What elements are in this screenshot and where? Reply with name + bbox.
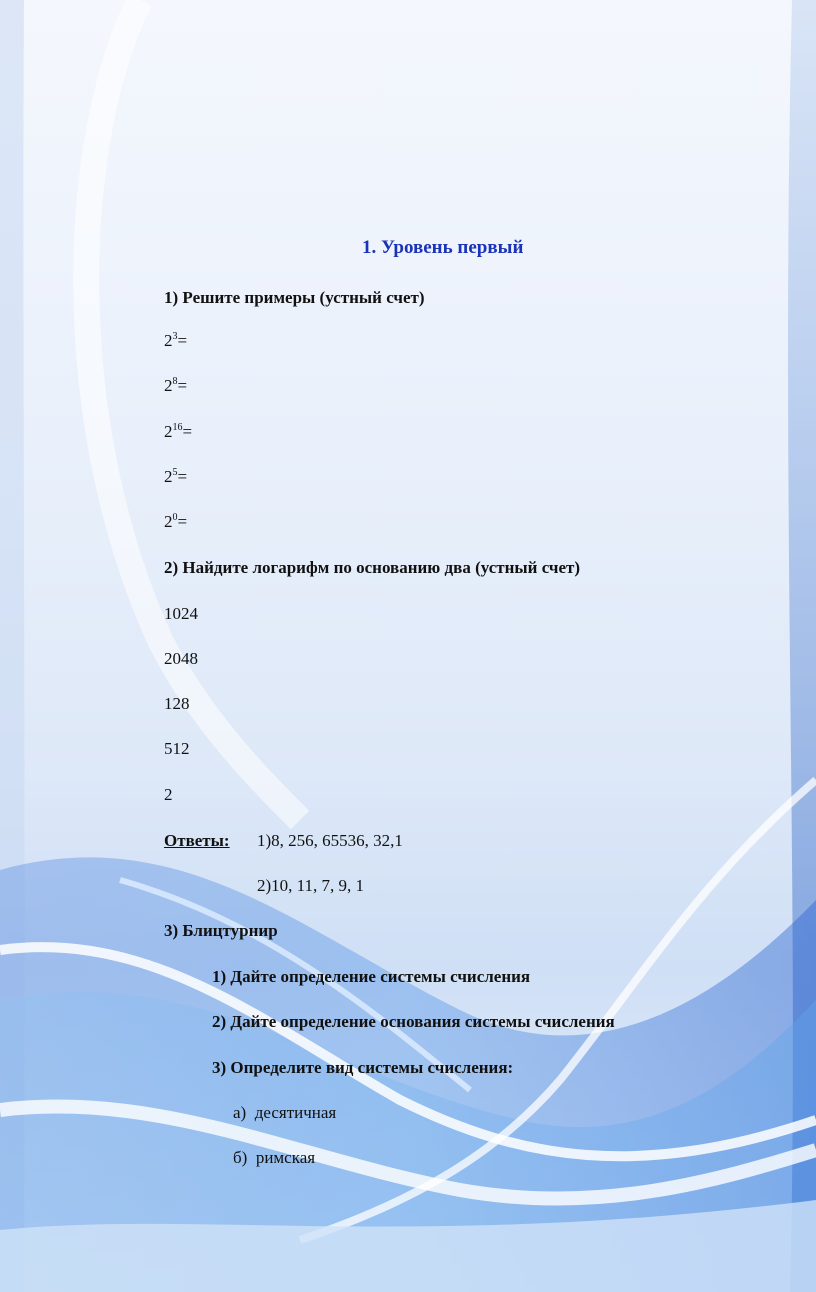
option-text: римская — [255, 1148, 316, 1167]
example-row: $2^8=$ — [164, 376, 188, 395]
option-marker: а) — [233, 1103, 247, 1122]
example-row: $2^0=$ — [164, 512, 188, 531]
task1-heading: 1) Решите примеры (устный счет) — [164, 288, 425, 307]
blitz-question: 3) Определите вид системы счисления: — [212, 1058, 514, 1077]
log-number: 2048 — [164, 649, 198, 668]
example-row: $2^3=$ — [164, 331, 188, 350]
log-number: 128 — [164, 694, 190, 713]
log-number: 512 — [164, 739, 190, 758]
log-number: 1024 — [164, 604, 198, 623]
option-marker: б) — [233, 1148, 248, 1167]
blitz-question: 1) Дайте определение системы счисления — [212, 967, 531, 986]
blitz-question: 2) Дайте определение основания системы счисления — [212, 1012, 615, 1031]
answers-label: Ответы: — [164, 831, 230, 850]
log-number: 2 — [164, 785, 173, 804]
option-item — [233, 1148, 315, 1168]
task2-heading: 2) Найдите логарифм по основанию два (устный счет) — [164, 558, 581, 577]
example-row: $2^{16}=$ — [164, 422, 193, 441]
level-title: 1. Уровень первый — [362, 237, 524, 258]
answers-line-1: 1)8, 256, 65536, 32,1 — [257, 831, 403, 850]
example-row: $2^5=$ — [164, 467, 188, 486]
option-text: десятичная — [254, 1103, 337, 1122]
task3-heading: 3) Блицтурнир — [164, 921, 278, 940]
option-item — [233, 1103, 336, 1123]
answers-line-2: 2)10, 11, 7, 9, 1 — [257, 876, 365, 895]
